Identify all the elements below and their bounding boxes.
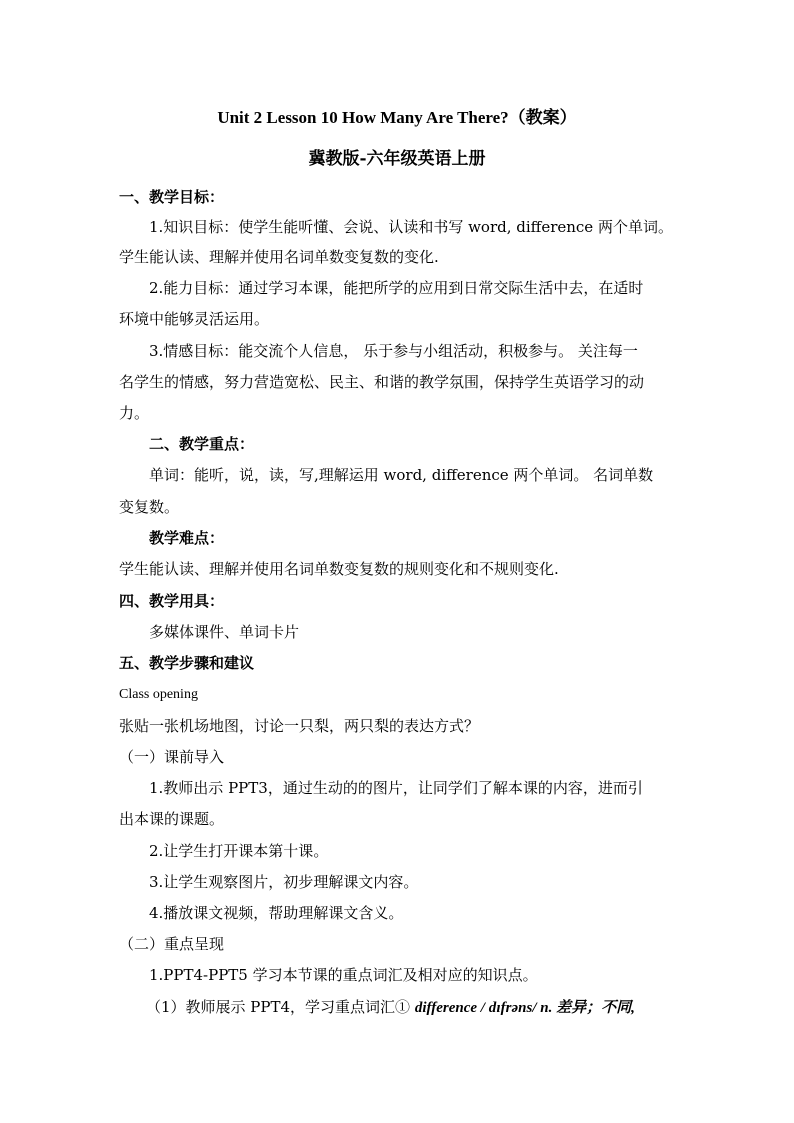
ability-objective-line2: 环境中能够灵活运用。: [119, 310, 270, 328]
part2-item1: 1.PPT4-PPT5 学习本节课的重点词汇及相对应的知识点。: [149, 966, 538, 984]
part1-heading: （一）课前导入: [119, 748, 225, 766]
ability-objective-line1: 2.能力目标：通过学习本课，能把所学的应用到日常交际生活中去，在适时: [149, 279, 644, 297]
section-heading-steps: 五、教学步骤和建议: [119, 654, 255, 672]
knowledge-objective-line1: 1.知识目标：使学生能听懂、会说、认读和书写 word, difference 两个单词。: [149, 218, 673, 236]
part1-item1-line1: 1.教师出示 PPT3，通过生动的的图片，让同学们了解本课的内容，进而引: [149, 779, 643, 797]
class-opening-label: Class opening: [119, 687, 198, 702]
part2-heading: （二）重点呈现: [119, 935, 225, 953]
part2-sub1-line: [146, 997, 686, 1018]
section-heading-difficulties: 教学难点：: [149, 529, 225, 547]
document-title: Unit 2 Lesson 10 How Many Are There?（教案）: [217, 108, 577, 127]
part2-sub1-prefix: （1）教师展示 PPT4，学习重点词汇①: [146, 998, 415, 1016]
section-heading-key-points: 二、教学重点：: [149, 435, 255, 453]
part1-item2: 2.让学生打开课本第十课。: [149, 842, 329, 860]
document-subtitle: 冀教版-六年级英语上册: [308, 149, 486, 169]
part1-item1-line2: 出本课的课题。: [119, 810, 225, 828]
emotion-objective-line3: 力。: [119, 404, 150, 422]
knowledge-objective-line2: 学生能认读、理解并使用名词单数变复数的变化.: [119, 248, 439, 266]
key-points-line2: 变复数。: [119, 498, 180, 516]
emotion-objective-line2: 名学生的情感，努力营造宽松、民主、和谐的教学氛围，保持学生英语学习的动: [119, 373, 645, 391]
difficulties-line1: 学生能认读、理解并使用名词单数变复数的规则变化和不规则变化.: [119, 560, 559, 578]
key-points-line1: 单词：能听，说，读，写,理解运用 word, difference 两个单词。 名词单数: [149, 466, 654, 484]
part2-sub1-word: difference / dɪfrəns/ n. 差异；不同,: [414, 1000, 635, 1016]
section-heading-objectives: 一、教学目标：: [119, 188, 225, 206]
tools-line1: 多媒体课件、单词卡片: [149, 623, 300, 641]
part1-item3: 3.让学生观察图片，初步理解课文内容。: [149, 873, 419, 891]
class-opening-line: 张贴一张机场地图，讨论一只梨，两只梨的表达方式？: [119, 717, 480, 735]
part1-item4: 4.播放课文视频，帮助理解课文含义。: [149, 904, 404, 922]
emotion-objective-line1: 3.情感目标：能交流个人信息， 乐于参与小组活动，积极参与。 关注每一: [149, 342, 638, 360]
section-heading-tools: 四、教学用具：: [119, 592, 225, 610]
